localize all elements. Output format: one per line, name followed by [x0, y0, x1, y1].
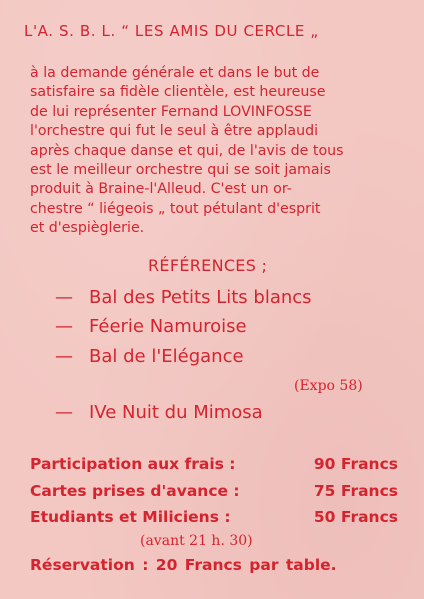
reference-label: Féerie Namuroise — [89, 316, 247, 337]
reference-item — [55, 402, 263, 423]
references-title: RÉFÉRENCES ; — [148, 256, 268, 275]
price-label: Participation aux frais : — [30, 455, 236, 473]
paragraph-line: de lui représenter Fernand LOVINFOSSE — [30, 103, 312, 120]
paragraph-line: à la demande générale et dans le but de — [30, 65, 320, 81]
paragraph-line: produit à Braine-l'Alleud. C'est un or- — [30, 181, 292, 198]
price-amount: 90 Francs — [313, 455, 398, 473]
dash-mark: — — [55, 402, 73, 423]
dash-mark: — — [55, 346, 73, 367]
reference-label: Bal des Petits Lits blancs — [89, 287, 312, 308]
reference-item — [55, 316, 247, 337]
paragraph-line: chestre “ liégeois „ tout pétulant d'esprit — [30, 200, 321, 217]
price-label: Cartes prises d'avance : — [30, 482, 240, 500]
price-amount: 75 Francs — [313, 482, 398, 500]
paragraph-line: est le meilleur orchestre qui se soit jamais — [30, 162, 331, 179]
reservation-line: Réservation : 20 Francs par table. — [30, 556, 337, 574]
price-amount: 50 Francs — [313, 508, 398, 526]
time-note: (avant 21 h. 30) — [140, 533, 253, 549]
reference-item — [55, 287, 312, 308]
price-label: Etudiants et Miliciens : — [30, 508, 231, 526]
dash-mark: — — [55, 316, 73, 337]
reference-label: IVe Nuit du Mimosa — [89, 402, 263, 423]
paragraph-line: et d'espièglerie. — [30, 220, 145, 237]
reference-label: Bal de l'Elégance — [89, 346, 244, 367]
paragraph-line: l'orchestre qui fut le seul à être applaudi — [30, 123, 319, 140]
paragraph-line: après chaque danse et qui, de l'avis de tous — [30, 142, 344, 159]
paragraph-line: satisfaire sa fidèle clientèle, est heureuse — [30, 84, 326, 101]
organization-header: L'A. S. B. L. “ LES AMIS DU CERCLE „ — [24, 22, 319, 40]
reference-note: (Expo 58) — [294, 378, 363, 394]
dash-mark: — — [55, 287, 73, 308]
reference-item — [55, 346, 244, 367]
announcement-paragraph — [30, 64, 402, 239]
